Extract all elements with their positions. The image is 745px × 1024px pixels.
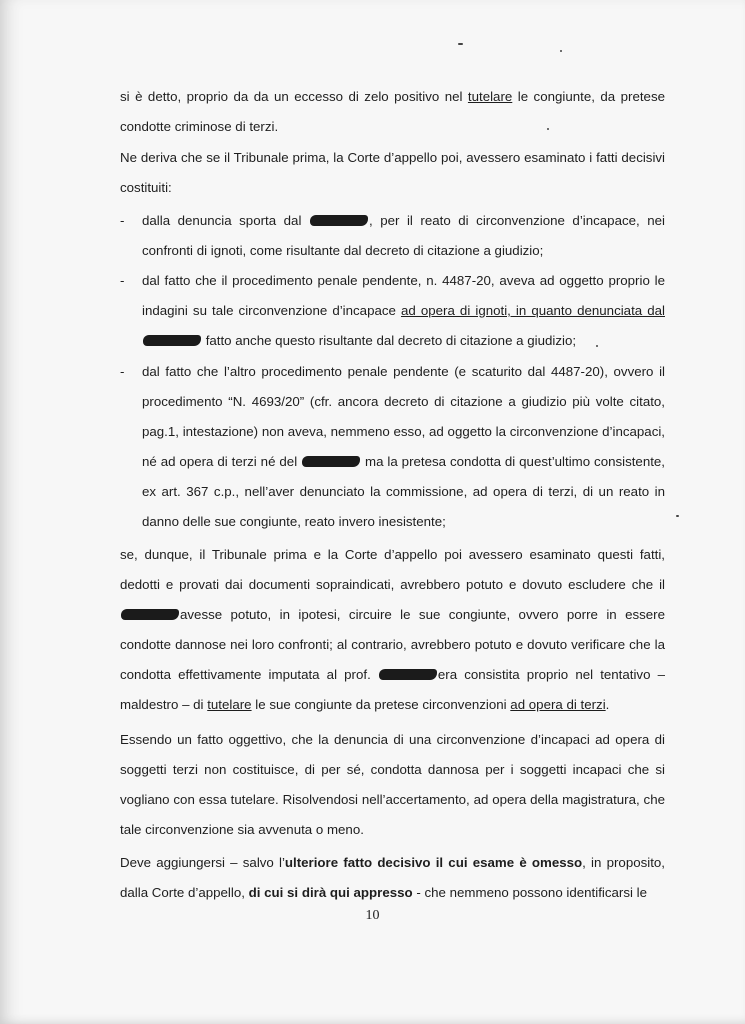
text-run: si è detto, proprio da da un eccesso di zelo positivo nel xyxy=(120,89,468,104)
scan-speck xyxy=(560,50,562,52)
paragraph-1 xyxy=(120,82,665,142)
bold-text: di cui si dirà qui appresso xyxy=(248,885,413,900)
text-run: Deve aggiungersi – salvo l’ xyxy=(120,855,285,870)
text-run: - che nemmeno possono identificarsi le xyxy=(412,885,647,900)
text-run: fatto anche questo risultante dal decreto di citazione a giudizio; xyxy=(202,333,577,348)
redaction-mark xyxy=(379,669,437,680)
text-run: , per il reato di circonvenzione d’incapace, nei confronti di ignoti, come risultante dal decreto di citazione a giudizio; xyxy=(142,213,665,258)
redaction-mark xyxy=(310,215,368,226)
redaction-mark xyxy=(302,456,360,467)
bold-text: ulteriore fatto decisivo il cui esame è omesso xyxy=(284,855,583,870)
bullet-dash: - xyxy=(120,213,125,228)
underlined-text: tutelare xyxy=(207,697,252,712)
bullet-dash: - xyxy=(120,364,125,379)
paragraph-3 xyxy=(120,540,665,720)
underlined-text: ad opera di terzi xyxy=(510,697,606,712)
paragraph-5 xyxy=(120,848,665,908)
redaction-mark xyxy=(143,335,201,346)
text-run: , in proposito, dalla Corte d’appello, xyxy=(120,855,666,900)
text-run: se, dunque, il Tribunale prima e la Corte d’appello poi avessero esaminato questi fatti, dedotti e provati dai documenti sopraindicati, avrebbero potuto e dovuto escludere che il xyxy=(120,547,665,592)
scan-speck xyxy=(458,43,463,45)
text-run: . xyxy=(605,697,610,712)
text-run: avesse potuto, in ipotesi, circuire le sue congiunte, ovvero porre in essere condotte dannose nei loro confronti; al contrario, avrebbero potuto e dovuto verificare che la condotta effettivamente imputata al prof. xyxy=(120,607,665,682)
paragraph-2 xyxy=(120,143,665,203)
text-run: Ne deriva che se il Tribunale prima, la Corte d’appello poi, avessero esaminato i fatti decisivi costituiti: xyxy=(120,150,665,195)
text-run: dal fatto che l’altro procedimento penale pendente (e scaturito dal 4487-20), ovvero il procedimento “N. 4693/20” (cfr. ancora decreto di citazione a giudizio più volte citato, pag.1, intestazione) non aveva, nemmeno esso, ad oggetto la circonvenzione d’incapaci, né ad opera di terzi né del xyxy=(142,364,665,469)
bullet-dash: - xyxy=(120,273,125,288)
paragraph-4 xyxy=(120,725,665,845)
underlined-text: ad opera di ignoti, in quanto denunciata dal xyxy=(400,303,665,318)
redaction-mark xyxy=(121,609,179,620)
text-run: le sue congiunte da pretese circonvenzioni xyxy=(251,697,511,712)
text-run: dalla denuncia sporta dal xyxy=(142,213,309,228)
text-run: le congiunte, da pretese condotte criminose di terzi. xyxy=(120,89,665,134)
text-run: Essendo un fatto oggettivo, che la denuncia di una circonvenzione d’incapaci ad opera di soggetti terzi non costituisce, di per sé, condotta dannosa per i soggetti incapaci che si vogliano con essa tutelare. Risolvendosi nell’accertamento, ad opera della magistratura, che tale circonvenzione sia avvenuta o meno. xyxy=(120,732,665,837)
text-run: ma la pretesa condotta di quest’ultimo consistente, ex art. 367 c.p., nell’aver denunciato la commissione, ad opera di terzi, di un reato in danno delle sue congiunte, reato invero inesistente; xyxy=(142,454,665,529)
underlined-text: tutelare xyxy=(467,89,513,104)
scan-speck xyxy=(676,515,679,517)
page-number: 10 xyxy=(365,908,380,923)
text-run: dal fatto che il procedimento penale pendente, n. 4487-20, aveva ad oggetto proprio le indagini su tale circonvenzione d’incapace xyxy=(142,273,665,318)
text-run: era consistita proprio nel tentativo – maldestro – di xyxy=(120,667,665,712)
